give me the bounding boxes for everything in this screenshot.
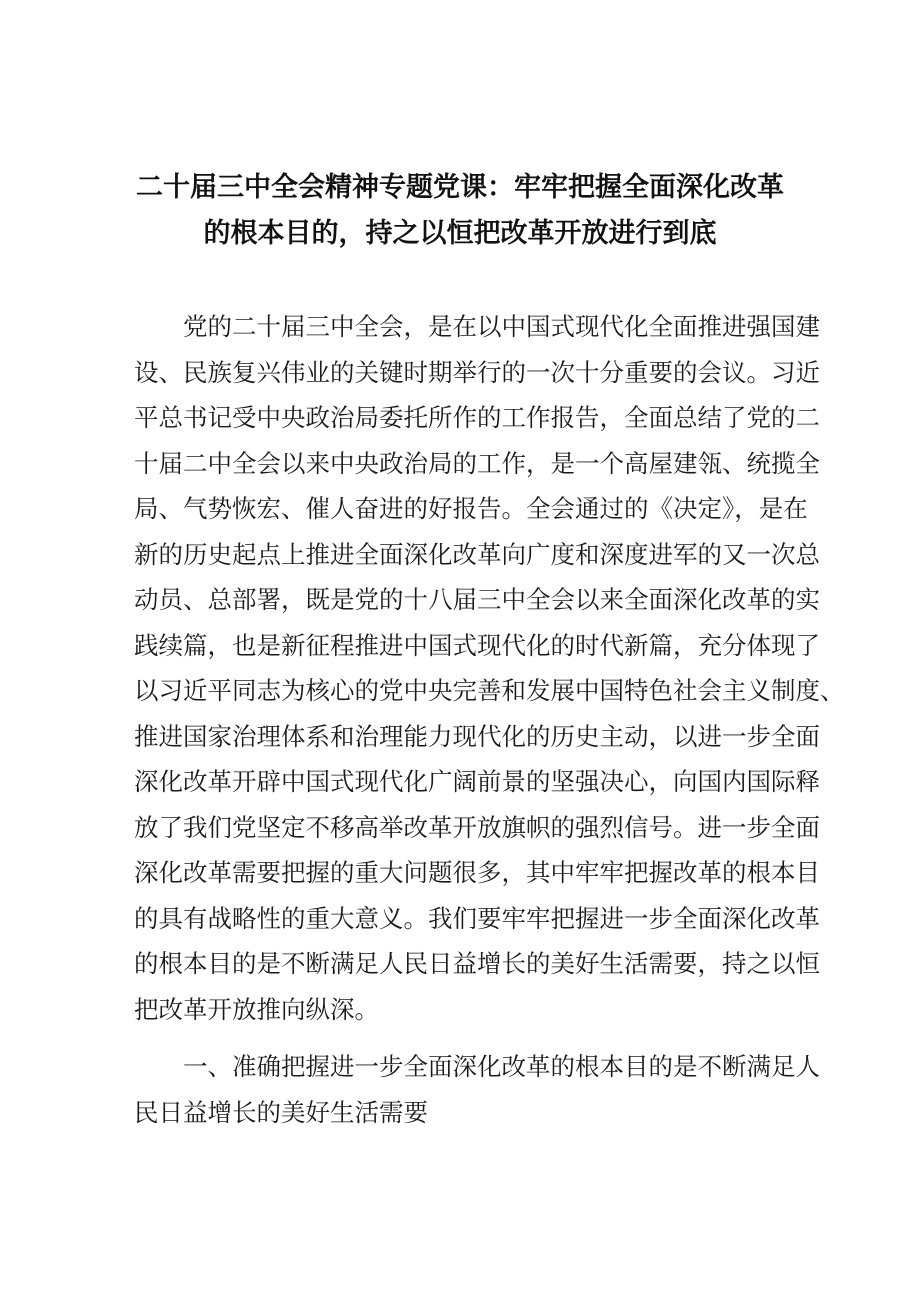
intro-paragraph bbox=[134, 304, 845, 1032]
paragraph-line: 党的二十届三中全会，是在以中国式现代化全面推进强国建 bbox=[134, 312, 820, 341]
paragraph-line: 新的历史起点上推进全面深化改革向广度和深度进军的又一次总 bbox=[134, 539, 820, 569]
document-body bbox=[134, 304, 845, 1135]
paragraph-line: 动员、总部署，既是党的十八届三中全会以来全面深化改革的实 bbox=[134, 585, 820, 614]
paragraph-line: 把改革开放推向纵深。 bbox=[134, 994, 379, 1024]
paragraph-line: 十届二中全会以来中央政治局的工作，是一个高屋建瓴、统揽全 bbox=[134, 448, 820, 478]
section-heading bbox=[134, 1044, 820, 1135]
paragraph-line: 局、气势恢宏、催人奋进的好报告。全会通过的《决定》，是在 bbox=[134, 494, 808, 523]
paragraph-line: 设、民族复兴伟业的关键时期举行的一次十分重要的会议。习近 bbox=[134, 357, 820, 387]
document-title bbox=[100, 165, 820, 257]
heading-line: 民日益增长的美好生活需要 bbox=[134, 1097, 428, 1127]
paragraph-line: 放了我们党坚定不移高举改革开放旗帜的强烈信号。进一步全面 bbox=[134, 812, 820, 842]
paragraph-line: 的具有战略性的重大意义。我们要牢牢把握进一步全面深化改革 bbox=[134, 903, 820, 933]
title-line: 二十届三中全会精神专题党课：牢牢把握全面深化改革 bbox=[136, 172, 784, 203]
paragraph-line: 以习近平同志为核心的党中央完善和发展中国特色社会主义制度、 bbox=[134, 676, 845, 705]
paragraph-line: 深化改革开辟中国式现代化广阔前景的坚强决心，向国内国际释 bbox=[134, 767, 820, 796]
paragraph-line: 平总书记受中央政治局委托所作的工作报告，全面总结了党的二 bbox=[134, 403, 820, 432]
heading-line: 一、准确把握进一步全面深化改革的根本目的是不断满足人 bbox=[134, 1052, 820, 1081]
title-line: 的根本目的，持之以恒把改革开放进行到底 bbox=[203, 218, 717, 249]
paragraph-line: 深化改革需要把握的重大问题很多，其中牢牢把握改革的根本目 bbox=[134, 858, 820, 887]
paragraph-line: 推进国家治理体系和治理能力现代化的历史主动，以进一步全面 bbox=[134, 721, 820, 751]
paragraph-line: 践续篇，也是新征程推进中国式现代化的时代新篇，充分体现了 bbox=[134, 630, 820, 660]
paragraph-spacer bbox=[134, 1032, 814, 1044]
paragraph-line: 的根本目的是不断满足人民日益增长的美好生活需要，持之以恒 bbox=[134, 949, 820, 978]
